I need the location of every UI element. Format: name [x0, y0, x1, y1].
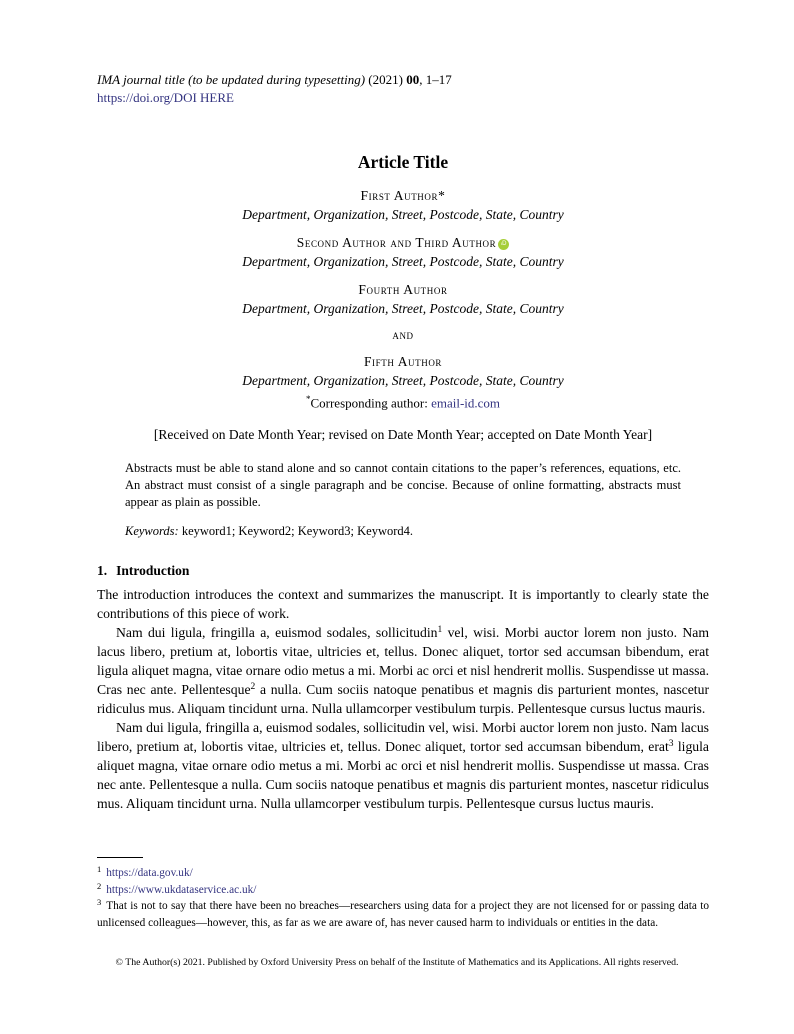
- journal-year: (2021): [365, 72, 407, 87]
- abstract: Abstracts must be able to stand alone and so cannot contain citations to the paper’s references, equations, etc. An abstract must consist of a single paragraph and be concise. Because of online formatting, abstracts must appear as plain as possible.: [125, 461, 681, 510]
- author-group-1: [97, 186, 709, 224]
- footnote-2-number: 2: [97, 880, 102, 891]
- para1-text: a nulla. Cum sociis natoque penatibus et magnis dis parturient montes, nascetur ridiculus mus. Aliquam tincidunt urna. Nulla ullamcorper vestibulum turpis. Pellentesque cursus luctus mauris.: [97, 682, 709, 717]
- doi-line: [97, 89, 709, 107]
- footnote-1-number: 1: [97, 864, 102, 874]
- author-group-2: [97, 233, 709, 271]
- footnote-1-url-link[interactable]: https://data.gov.uk/: [106, 867, 193, 879]
- para1-text: vel, wisi. Morbi auctor lorem non justo. Nam lacus libero, pretium at, lobortis vitae, ultricies et, tellus. Donec aliquet, tortor sed accumsan bibendum, erat ligula aliquet magna, vitae ornare odio metus a mi. Morbi ac orci et nisl hendrerit mollis. Suspendisse ut massa. Cras nec ante. Pellentesque: [97, 625, 709, 698]
- keywords-label: Keywords:: [125, 524, 179, 539]
- footnote-marker-3: 3: [668, 739, 674, 750]
- author-group-4: [97, 352, 709, 412]
- section-number: 1.: [97, 563, 108, 579]
- para2-text: ligula aliquet magna, vitae ornare odio metus a mi. Morbi ac orci et nisl hendrerit mollis. Suspendisse ut massa. Cras nec ante. Pellentesque a nulla. Cum sociis natoque penatibus et magnis dis parturient montes, nascetur ridiculus mus. Aliquam tincidunt urna. Nulla ullamcorper vestibulum turpis. Pellentesque cursus luctus mauris.: [97, 739, 710, 812]
- corresponding-author-line: [97, 390, 709, 412]
- keywords-text: keyword1; Keyword2; Keyword3; Keyword4.: [178, 524, 414, 539]
- author-affiliation-first: Department, Organization, Street, Postcode, State, Country: [242, 207, 564, 222]
- journal-volume: 00: [406, 72, 420, 87]
- intro-paragraph: The introduction introduces the context and summarizes the manuscript. It is importantly to clearly state the contributions of this piece of work.: [97, 587, 709, 622]
- footnote-rule: [97, 857, 143, 858]
- footnote-marker-2: 2: [250, 682, 256, 693]
- doi-link[interactable]: https://doi.org/DOI HERE: [97, 90, 234, 105]
- author-name-fifth: Fifth Author: [363, 354, 443, 369]
- footnote-3: [97, 898, 709, 931]
- corresponding-marker: *: [305, 394, 311, 404]
- author-affiliation-fifth: Department, Organization, Street, Postcode, State, Country: [242, 373, 564, 388]
- body-paragraph-2: [97, 718, 709, 813]
- corresponding-label: Corresponding author:: [310, 395, 432, 411]
- author-group-3: [97, 280, 709, 318]
- journal-header-line: [97, 71, 709, 89]
- author-and-separator: and: [392, 328, 414, 342]
- para2-text: Nam dui ligula, fringilla a, euismod sodales, sollicitudin vel, wisi. Morbi auctor lorem non justo. Nam lacus libero, pretium at, lobortis vitae, ultricies et, tellus. Donec aliquet, tortor sed accumsan bibendum, erat: [97, 720, 709, 755]
- article-title: Article Title: [357, 152, 449, 172]
- section-heading-introduction: [97, 563, 709, 579]
- copyright-line: © The Author(s) 2021. Published by Oxford University Press on behalf of the Institute of Mathematics and its Applications. All rights reserved.: [115, 957, 679, 968]
- author-block: [97, 186, 709, 412]
- author-name-text: Second Author and Third Author: [296, 235, 497, 250]
- footnote-marker-1: 1: [437, 625, 443, 636]
- footnote-3-text: That is not to say that there have been no breaches—researchers using data for a project they are not licensed for or passing data to unlicensed colleagues—however, this, as far as we are aware of, has never caused harm to individuals or entities in the data.: [97, 900, 709, 929]
- page-content: [97, 71, 709, 813]
- footnotes-block: [97, 857, 709, 931]
- corresponding-email-link[interactable]: email-id.com: [431, 395, 501, 411]
- journal-title: IMA journal title (to be updated during typesetting): [97, 72, 366, 87]
- para1-text: Nam dui ligula, fringilla a, euismod sodales, sollicitudin: [116, 625, 438, 641]
- received-dates-line: [Received on Date Month Year; revised on Date Month Year; accepted on Date Month Year]: [153, 427, 653, 443]
- section-title: Introduction: [116, 563, 190, 579]
- footnote-2-url-link[interactable]: https://www.ukdataservice.ac.uk/: [106, 883, 257, 896]
- author-name-fourth: Fourth Author: [358, 282, 448, 297]
- body-paragraph-1: [97, 623, 709, 718]
- footnote-3-number: 3: [97, 897, 102, 907]
- author-name-first: First Author*: [360, 188, 446, 203]
- footnote-2: [97, 882, 709, 899]
- footnote-1: [97, 865, 709, 882]
- author-affiliation-fourth: Department, Organization, Street, Postcode, State, Country: [242, 301, 564, 316]
- author-name-second-third: [97, 233, 709, 252]
- journal-pages: , 1–17: [419, 72, 452, 87]
- orcid-icon[interactable]: iD: [498, 239, 509, 250]
- author-affiliation-second-third: Department, Organization, Street, Postcode, State, Country: [242, 254, 564, 269]
- keywords-line: [125, 523, 681, 540]
